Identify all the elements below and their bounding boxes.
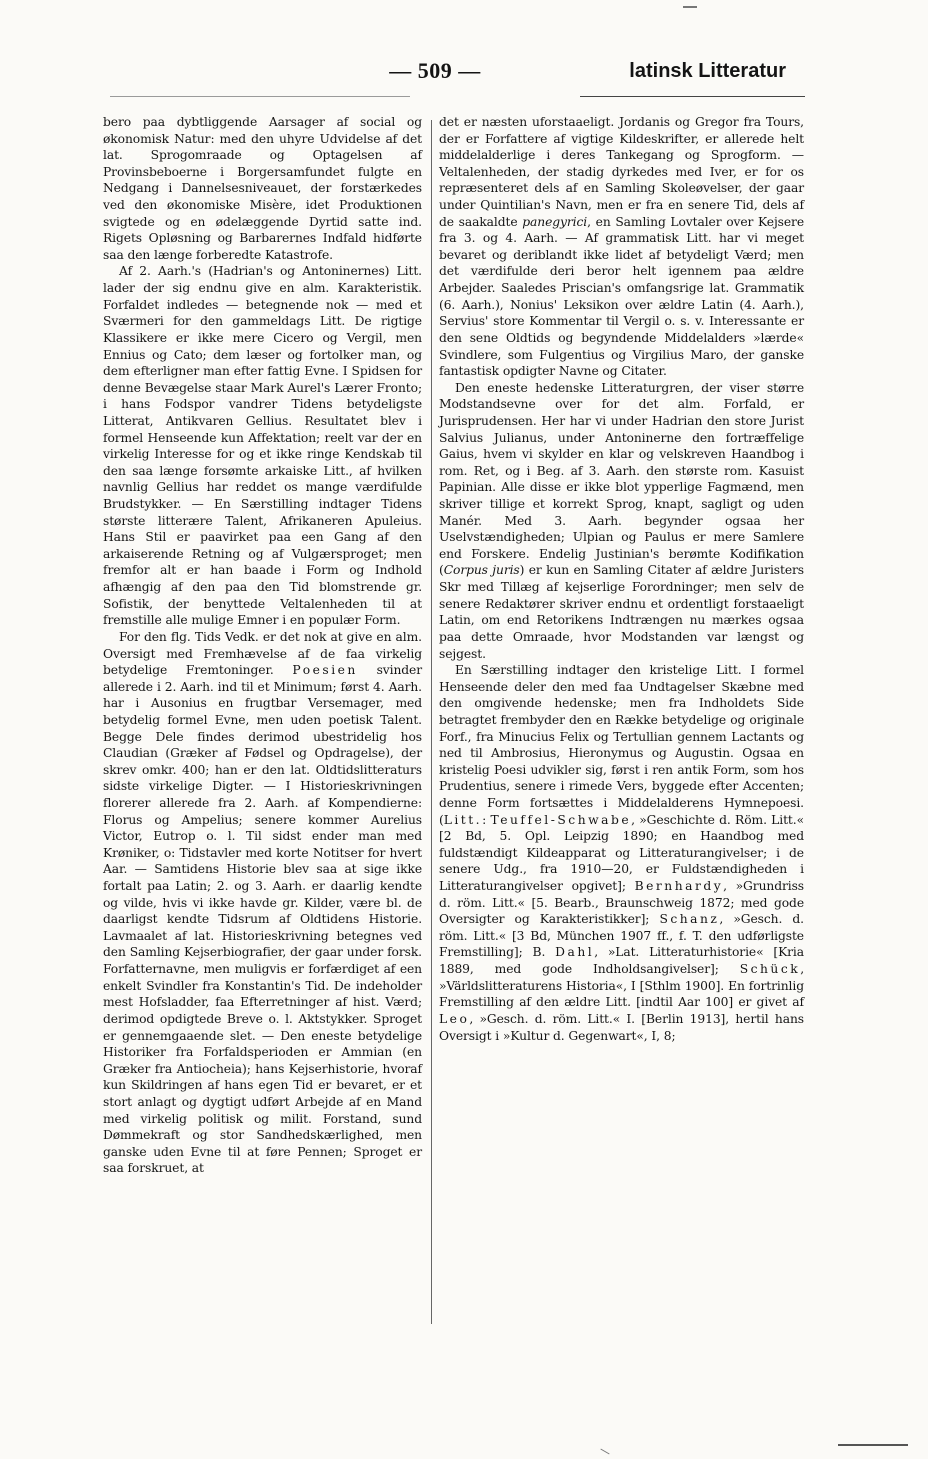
running-head: latinsk Litteratur: [629, 60, 786, 82]
paragraph: bero paa dybtliggende Aarsager af social og økonomisk Natur: med den uhyre Udvidelse af det lat. Sprogomraade og Optagelsen af Provinsbeboerne i Borgersamfundet fulgte en Nedgang i Dannelsesniveauet, der forstærkedes ved den økonomiske Misère, idet Produktionen svigtede og en ødelæggende Dyrtid satte ind. Rigets Opløsning og Barbarernes Indfald hidførte saa den længe forberedte Katastrofe.: [103, 115, 422, 262]
text-run: For den flg. Tids Vedk. er det nok at give en alm. Oversigt med Fremhævelse af de faa virkelig betydelige Fremtoninger.: [103, 629, 422, 678]
spaced-term: Schück: [739, 962, 801, 977]
paragraph: [439, 662, 804, 1044]
column-divider: [431, 120, 432, 1324]
scan-mark: [600, 1449, 609, 1455]
paragraph: [103, 629, 422, 1177]
italic-term: panegyrici: [522, 214, 588, 229]
spaced-term: Bernhardy: [634, 879, 724, 894]
spaced-term: Litt.: [443, 812, 483, 827]
text-run: svinder allerede i 2. Aarh. ind til et Minimum; først 4. Aarh. har i Ausonius en frugtbar Versemager, med betydelig formel Evne, men uden poetisk Talent. Begge Dele findes derimod ubestridelig hos Claudian (Græker af Fødsel og Opdragelse), der skrev omkr. 400; han er den lat. Oldtidslitteraturs sidste virkelige Digter. — I Historieskrivningen florerer allerede fra 2. Aarh. af Kompendierne: Florus og Ampelius; senere kommer Aurelius Victor, Eutrop o. l. Til sidst ender man med Krøniker, o: Tidstavler med korte Notitser for hvert Aar. — Samtidens Historie blev saa at sige ikke fortalt paa Latin; 2. og 3. Aarh. er daarlig kendte og vilde, hvis vi ikke havde gr. Kilder, være bl. de daarligst kendte Tidsrum af Oldtidens Historie. Lavmaalet af lat. Historieskrivning betegnes ved den Samling Kejserbiografier, der gaar under forsk. Forfatternavne, men muligvis er forfærdiget af een enkelt Svindler fra Konstantin's Tid. De indeholder mest Hofsladder, faa Efterretninger af hist. Værd; derimod opdigtede Breve o. l. Aktstykker. Sproget er gennemgaaende slet. — Den eneste betydelige Historiker fra Forfaldsperioden er Ammian (en Græker fra Antiocheia); hans Kejserhistorie, hvoraf kun Skildringen af hans egen Tid er bevaret, er et stort anlagt og dygtigt udført Arbejde af en Mand med virkelig politisk og milit. Forstand, sund Dømmekraft og stor Sandhedskærlighed, men ganske uden Evne til at føre Pennen; Sproget er saa forskruet, at: [103, 663, 422, 1176]
text-run: En Særstilling indtager den kristelige Litt. I formel Henseende deler den med faa Undtagelser Skæbne med den omgivende hedenske; men fra Indholdets Side betragtet frembyder den en Række betydelige og originale Forf., fra Minucius Felix og Tertullian gennem Lactants og ned til Ambrosius, Hieronymus og Augustin. Ogsaa en kristelig Poesi udvikler sig, først i ren antik Form, som hos Prudentius, senere i rimede Vers, byggede efter Accenten; denne Form fortsættes i Middelalderens Hymnepoesi. (: [439, 663, 804, 827]
text-run: , »Gesch. d. röm. Litt.« [3 Bd, München 1907 ff., f. T. den udførligste Fremstilling]; B.: [439, 912, 804, 960]
text-run: , »Grundriss d. röm. Litt.« [5. Bearb., Braunschweig 1872; med gode Oversigter og Karakteristikker];: [439, 879, 805, 927]
paragraph: [439, 380, 804, 662]
text-run: :: [482, 812, 491, 827]
right-column: [439, 114, 804, 1044]
text-run: , »Världslitteraturens Historia«, I [Sthlm 1900]. En fortrinlig Fremstilling af den ældre Litt. [indtil Aar 100] er givet af: [439, 962, 804, 1010]
spaced-term: Dahl: [555, 945, 595, 960]
text-run: ) er kun en Samling Citater af ældre Juristers Skr med Tillæg af kejserlige Forordninger; men selv de senere Redaktører skriver endnu et ordentligt forstaaeligt Latin, om end Retorikens Indtrængen nu mærkes ogsaa paa dette Omraade, hvor Modstanden var længst og sejgest.: [439, 563, 804, 661]
header-rule: [580, 96, 805, 97]
text-run: Den eneste hedenske Litteraturgren, der viser større Modstandsevne over for det alm. Forfald, er Jurisprudensen. Her har vi under Hadrian den store Jurist Salvius Julianus, under Antoninerne den fortræffelige Gaius, hvem vi skylder en klar og velskreven Haandbog i rom. Ret, og i Beg. af 3. Aarh. den største rom. Kasuist Papinian. Alle disse er ikke blot ypperlige Fagmænd, men skriver tillige et korrekt Sprog, knapt, sagligt og uden Manér. Med 3. Aarh. begynder ogsaa her Uselvstændigheden; Ulpian og Paulus er mere Samlere end Forskere. Endelig Justinian's berømte Kodifikation (: [439, 380, 804, 578]
scan-mark: [838, 1444, 908, 1446]
text-run: , »Gesch. d. röm. Litt.« I. [Berlin 1913], hertil hans Oversigt i »Kultur d. Gegenwart«, I, 8;: [439, 1011, 804, 1043]
text-run: , »Geschichte d. Röm. Litt.« [2 Bd, 5. Opl. Leipzig 1890; en Haandbog med fuldstændigt Kildeapparat og Litteraturangivelser; i de senere Udg., fra 1910—20, er Fuldstændigheden i Litteraturangivelser opgivet];: [439, 812, 804, 894]
italic-term: Corpus juris: [443, 563, 520, 578]
paragraph: Af 2. Aarh.'s (Hadrian's og Antoninernes) Litt. lader der sig endnu give en alm. Karakteristik. Forfaldet indledes — betegnende nok — med et Sværmeri for den gammeldags Litt. De rigtige Klassikere er ikke mere Cicero og Vergil, men Ennius og Cato; dem læser og fortolker man, og dem efterligner man efter fattig Evne. I Spidsen for denne Bevægelse staar Mark Aurel's Lærer Fronto; i hans Fodspor vandrer Tidens betydeligste Litterat, Antikvaren Gellius. Resultatet blev i formel Henseende kun Affektation; reelt var der en virkelig Interesse for og et ikke ringe Kendskab til den saa længe forsømte arkaiske Litt., af hvilken navnlig Gellius har reddet os mange værdifulde Brudstykker. — En Særstilling indtager Tidens største litterære Talent, Afrikaneren Apuleius. Hans Stil er paavirket paa een Gang af den arkaiserende Retning og af Vulgærsproget; men fremfor alt er han baade i Form og Indhold afhængig af den paa den Tid blomstrende gr. Sofistik, der benyttede Veltalenheden til at fremstille alle mulige Emner i en populær Form.: [103, 264, 422, 628]
scan-mark: [683, 6, 697, 8]
spaced-term: Teuffel-Schwabe: [490, 812, 632, 827]
spaced-term: Schanz: [659, 912, 720, 927]
page-header: [0, 58, 928, 94]
page-number: — 509 —: [389, 58, 481, 83]
text-run: det er næsten uforstaaeligt. Jordanis og Gregor fra Tours, der er Forfattere af vigtige Kildeskrifter, er allerede helt middelalderlige i deres Tankegang og Sprogform. — Veltalenheden, der stadig dyrkedes med Iver, er for os repræsenteret dels af en Samling Skoleøvelser, der gaar under Quintilian's Navn, men er fra en senere Tid, dels af de saakaldte: [439, 115, 804, 229]
header-rule-left: [110, 96, 410, 97]
text-run: , »Lat. Litteraturhistorie« [Kria 1889, med gode Indholdsangivelser];: [439, 945, 804, 977]
text-run: , en Samling Lovtaler over Kejsere fra 3. og 4. Aarh. — Af grammatisk Litt. har vi meget bevaret og deriblandt ikke lidet af betydeligt Værd; men det værdifulde deri beror helt igennem paa ældre Arbejder. Saaledes Priscian's omfangsrige lat. Grammatik (6. Aarh.), Nonius' Leksikon over ældre Latin (4. Aarh.), Servius' store Kommentar til Vergil o. s. v. Interessante er den sene Oldtids og begyndende Middelalders »lærde« Svindlere, som Fulgentius og Virgilius Maro, der ganske fantastisk opdigter Navne og Citater.: [439, 214, 805, 379]
left-column: [103, 114, 422, 1177]
paragraph: [439, 114, 804, 380]
spaced-term: Poesien: [292, 663, 358, 678]
spaced-term: Leo: [439, 1011, 470, 1026]
